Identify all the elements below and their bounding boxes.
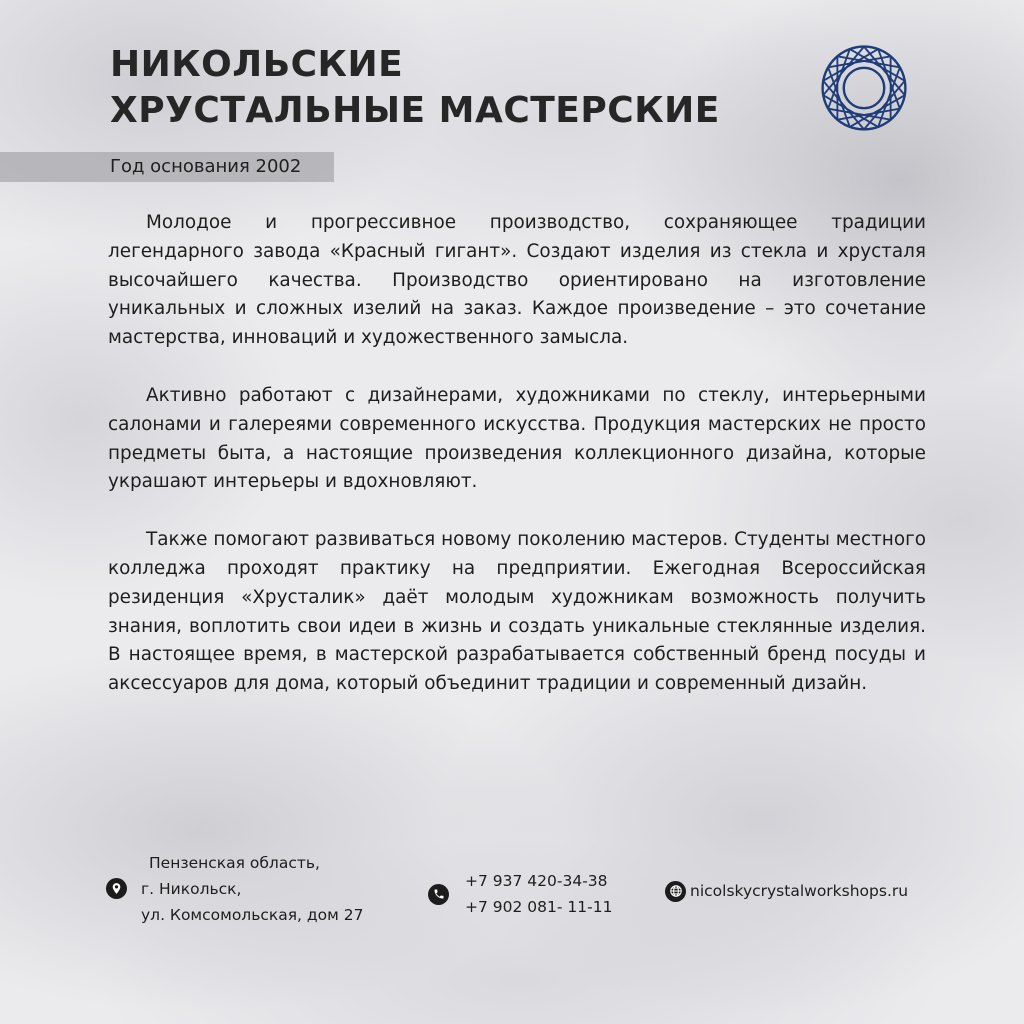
phone-1[interactable]: +7 937 420-34-38	[465, 872, 608, 890]
description	[108, 209, 926, 728]
address-line-3: ул. Комсомольская, дом 27	[141, 906, 364, 924]
phone-block[interactable]	[428, 868, 612, 920]
address-line-1: Пензенская область,	[149, 854, 320, 872]
address-line-2: г. Никольск,	[141, 880, 242, 898]
paragraph-2: Активно работают с дизайнерами, художниками по стеклу, интерьерными салонами и галереями современного искусства. Продукция мастерских не просто предметы быта, а настоящие произведения коллекционного дизайна, которые украшают интерьеры и вдохновляют.	[108, 384, 926, 493]
title-line-2: ХРУСТАЛЬНЫЕ МАСТЕРСКИЕ	[110, 90, 720, 131]
website-link[interactable]: nicolskycrystalworkshops.ru	[690, 882, 909, 900]
phone-2[interactable]: +7 902 081- 11-11	[465, 898, 613, 916]
location-pin-icon	[106, 878, 127, 899]
title-line-1: НИКОЛЬСКИЕ	[110, 44, 404, 85]
founding-year: Год основания 2002	[110, 156, 302, 177]
address-block	[106, 850, 363, 928]
paragraph-1: Молодое и прогрессивное производство, сохраняющее традиции легендарного завода «Красный гигант». Создают изделия из стекла и хрусталя высочайшего качества. Производство ориентировано на изготовление уникальных и сложных изелий на заказ. Каждое произведение – это сочетание мастерства, инноваций и художественного замысла.	[108, 212, 926, 349]
phone-icon	[428, 884, 449, 905]
page-title	[110, 42, 790, 134]
crystal-wheel-icon	[818, 42, 910, 134]
website-block[interactable]	[665, 878, 908, 904]
globe-icon	[665, 881, 686, 902]
paragraph-3: Также помогают развиваться новому поколению мастеров. Студенты местного колледжа проходят практику на предприятии. Ежегодная Всероссийская резиденция «Хрусталик» даёт молодым художникам возможность получить знания, воплотить свои идеи в жизнь и создать уникальные стеклянные изделия. В настоящее время, в мастерской разрабатывается собственный бренд посуды и аксессуаров для дома, который объединит традиции и современный дизайн.	[108, 529, 926, 695]
